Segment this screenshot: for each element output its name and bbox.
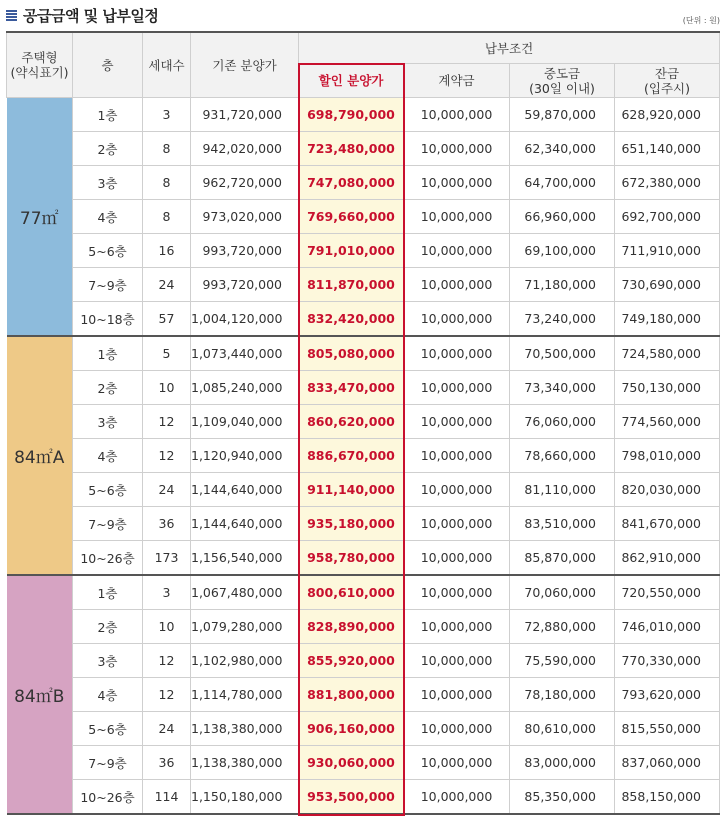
discount-price-cell: 906,160,000 bbox=[299, 712, 404, 746]
table-row bbox=[7, 644, 720, 678]
discount-price-cell: 886,670,000 bbox=[299, 439, 404, 473]
contract-cell: 10,000,000 bbox=[404, 610, 510, 644]
contract-cell: 10,000,000 bbox=[404, 405, 510, 439]
interim-cell: 78,660,000 bbox=[510, 439, 615, 473]
floor-cell: 7~9층 bbox=[73, 268, 143, 302]
original-price-cell: 993,720,000 bbox=[191, 234, 299, 268]
table-row bbox=[7, 746, 720, 780]
col-header-original-price: 기존 분양가 bbox=[191, 32, 299, 98]
table-body bbox=[7, 98, 720, 815]
floor-cell: 10~26층 bbox=[73, 541, 143, 576]
balance-cell: 628,920,000 bbox=[615, 98, 720, 132]
interim-cell: 78,180,000 bbox=[510, 678, 615, 712]
discount-price-cell: 935,180,000 bbox=[299, 507, 404, 541]
original-price-cell: 1,067,480,000 bbox=[191, 575, 299, 610]
contract-cell: 10,000,000 bbox=[404, 575, 510, 610]
floor-cell: 1층 bbox=[73, 336, 143, 371]
original-price-cell: 1,102,980,000 bbox=[191, 644, 299, 678]
floor-cell: 2층 bbox=[73, 371, 143, 405]
unit-type-cell: 77㎡ bbox=[7, 98, 73, 337]
households-cell: 24 bbox=[143, 712, 191, 746]
discount-price-cell: 881,800,000 bbox=[299, 678, 404, 712]
table-row bbox=[7, 166, 720, 200]
balance-cell: 837,060,000 bbox=[615, 746, 720, 780]
interim-cell: 76,060,000 bbox=[510, 405, 615, 439]
table-row bbox=[7, 98, 720, 132]
households-cell: 5 bbox=[143, 336, 191, 371]
balance-cell: 724,580,000 bbox=[615, 336, 720, 371]
contract-cell: 10,000,000 bbox=[404, 712, 510, 746]
unit-type-cell: 84㎡B bbox=[7, 575, 73, 814]
balance-cell: 793,620,000 bbox=[615, 678, 720, 712]
floor-cell: 3층 bbox=[73, 166, 143, 200]
households-cell: 3 bbox=[143, 98, 191, 132]
table-row bbox=[7, 336, 720, 371]
col-header-discount-price: 할인 분양가 bbox=[299, 64, 404, 98]
floor-cell: 3층 bbox=[73, 405, 143, 439]
interim-cell: 83,510,000 bbox=[510, 507, 615, 541]
contract-cell: 10,000,000 bbox=[404, 98, 510, 132]
table-row bbox=[7, 473, 720, 507]
contract-cell: 10,000,000 bbox=[404, 678, 510, 712]
original-price-cell: 1,120,940,000 bbox=[191, 439, 299, 473]
discount-price-cell: 930,060,000 bbox=[299, 746, 404, 780]
col-type-label: 주택형 (약식표기) bbox=[10, 50, 68, 80]
contract-cell: 10,000,000 bbox=[404, 780, 510, 815]
col-header-balance bbox=[615, 64, 720, 98]
discount-price-cell: 747,080,000 bbox=[299, 166, 404, 200]
contract-cell: 10,000,000 bbox=[404, 507, 510, 541]
balance-cell: 720,550,000 bbox=[615, 575, 720, 610]
households-cell: 24 bbox=[143, 473, 191, 507]
discount-price-cell: 811,870,000 bbox=[299, 268, 404, 302]
contract-cell: 10,000,000 bbox=[404, 473, 510, 507]
households-cell: 3 bbox=[143, 575, 191, 610]
contract-cell: 10,000,000 bbox=[404, 302, 510, 337]
households-cell: 12 bbox=[143, 405, 191, 439]
discount-price-cell: 828,890,000 bbox=[299, 610, 404, 644]
table-row bbox=[7, 678, 720, 712]
interim-cell: 64,700,000 bbox=[510, 166, 615, 200]
original-price-cell: 1,138,380,000 bbox=[191, 712, 299, 746]
original-price-cell: 1,138,380,000 bbox=[191, 746, 299, 780]
floor-cell: 4층 bbox=[73, 678, 143, 712]
households-cell: 36 bbox=[143, 507, 191, 541]
contract-cell: 10,000,000 bbox=[404, 234, 510, 268]
contract-cell: 10,000,000 bbox=[404, 644, 510, 678]
interim-cell: 85,350,000 bbox=[510, 780, 615, 815]
households-cell: 8 bbox=[143, 166, 191, 200]
households-cell: 12 bbox=[143, 439, 191, 473]
floor-cell: 3층 bbox=[73, 644, 143, 678]
original-price-cell: 1,114,780,000 bbox=[191, 678, 299, 712]
table-row bbox=[7, 439, 720, 473]
households-cell: 114 bbox=[143, 780, 191, 815]
col-header-interim bbox=[510, 64, 615, 98]
interim-cell: 81,110,000 bbox=[510, 473, 615, 507]
households-cell: 10 bbox=[143, 371, 191, 405]
floor-cell: 4층 bbox=[73, 439, 143, 473]
original-price-cell: 931,720,000 bbox=[191, 98, 299, 132]
original-price-cell: 1,156,540,000 bbox=[191, 541, 299, 576]
col-header-households: 세대수 bbox=[143, 32, 191, 98]
table-row bbox=[7, 507, 720, 541]
discount-price-cell: 769,660,000 bbox=[299, 200, 404, 234]
col-header-contract: 계약금 bbox=[404, 64, 510, 98]
floor-cell: 10~26층 bbox=[73, 780, 143, 815]
floor-cell: 10~18층 bbox=[73, 302, 143, 337]
col-interim-label: 중도금 (30일 이내) bbox=[529, 66, 595, 96]
balance-cell: 651,140,000 bbox=[615, 132, 720, 166]
balance-cell: 798,010,000 bbox=[615, 439, 720, 473]
table-row bbox=[7, 302, 720, 337]
interim-cell: 85,870,000 bbox=[510, 541, 615, 576]
balance-cell: 749,180,000 bbox=[615, 302, 720, 337]
col-header-payment-group: 납부조건 bbox=[299, 32, 720, 64]
col-balance-label: 잔금 (입주시) bbox=[644, 66, 690, 96]
title-bar bbox=[6, 4, 158, 26]
floor-cell: 7~9층 bbox=[73, 746, 143, 780]
balance-cell: 820,030,000 bbox=[615, 473, 720, 507]
contract-cell: 10,000,000 bbox=[404, 746, 510, 780]
table-row bbox=[7, 712, 720, 746]
discount-price-cell: 723,480,000 bbox=[299, 132, 404, 166]
original-price-cell: 1,079,280,000 bbox=[191, 610, 299, 644]
discount-price-cell: 833,470,000 bbox=[299, 371, 404, 405]
table-row bbox=[7, 371, 720, 405]
households-cell: 12 bbox=[143, 678, 191, 712]
interim-cell: 62,340,000 bbox=[510, 132, 615, 166]
balance-cell: 862,910,000 bbox=[615, 541, 720, 576]
original-price-cell: 993,720,000 bbox=[191, 268, 299, 302]
floor-cell: 1층 bbox=[73, 98, 143, 132]
original-price-cell: 962,720,000 bbox=[191, 166, 299, 200]
interim-cell: 69,100,000 bbox=[510, 234, 615, 268]
original-price-cell: 973,020,000 bbox=[191, 200, 299, 234]
balance-cell: 858,150,000 bbox=[615, 780, 720, 815]
floor-cell: 5~6층 bbox=[73, 712, 143, 746]
balance-cell: 770,330,000 bbox=[615, 644, 720, 678]
unit-note: (단위 : 원) bbox=[683, 15, 720, 26]
contract-cell: 10,000,000 bbox=[404, 268, 510, 302]
floor-cell: 1층 bbox=[73, 575, 143, 610]
interim-cell: 80,610,000 bbox=[510, 712, 615, 746]
interim-cell: 73,340,000 bbox=[510, 371, 615, 405]
interim-cell: 70,060,000 bbox=[510, 575, 615, 610]
col-header-type bbox=[7, 32, 73, 98]
households-cell: 173 bbox=[143, 541, 191, 576]
discount-price-cell: 911,140,000 bbox=[299, 473, 404, 507]
balance-cell: 815,550,000 bbox=[615, 712, 720, 746]
balance-cell: 746,010,000 bbox=[615, 610, 720, 644]
table-row bbox=[7, 405, 720, 439]
table-row bbox=[7, 200, 720, 234]
floor-cell: 7~9층 bbox=[73, 507, 143, 541]
original-price-cell: 1,144,640,000 bbox=[191, 507, 299, 541]
balance-cell: 774,560,000 bbox=[615, 405, 720, 439]
discount-price-cell: 958,780,000 bbox=[299, 541, 404, 576]
balance-cell: 692,700,000 bbox=[615, 200, 720, 234]
original-price-cell: 1,004,120,000 bbox=[191, 302, 299, 337]
contract-cell: 10,000,000 bbox=[404, 336, 510, 371]
households-cell: 36 bbox=[143, 746, 191, 780]
original-price-cell: 942,020,000 bbox=[191, 132, 299, 166]
balance-cell: 672,380,000 bbox=[615, 166, 720, 200]
contract-cell: 10,000,000 bbox=[404, 541, 510, 576]
contract-cell: 10,000,000 bbox=[404, 439, 510, 473]
households-cell: 16 bbox=[143, 234, 191, 268]
contract-cell: 10,000,000 bbox=[404, 371, 510, 405]
original-price-cell: 1,073,440,000 bbox=[191, 336, 299, 371]
discount-price-cell: 855,920,000 bbox=[299, 644, 404, 678]
original-price-cell: 1,085,240,000 bbox=[191, 371, 299, 405]
col-header-floor: 층 bbox=[73, 32, 143, 98]
discount-price-cell: 832,420,000 bbox=[299, 302, 404, 337]
interim-cell: 71,180,000 bbox=[510, 268, 615, 302]
interim-cell: 73,240,000 bbox=[510, 302, 615, 337]
table-row bbox=[7, 234, 720, 268]
balance-cell: 711,910,000 bbox=[615, 234, 720, 268]
discount-price-cell: 953,500,000 bbox=[299, 780, 404, 815]
original-price-cell: 1,150,180,000 bbox=[191, 780, 299, 815]
balance-cell: 841,670,000 bbox=[615, 507, 720, 541]
contract-cell: 10,000,000 bbox=[404, 132, 510, 166]
table-row bbox=[7, 268, 720, 302]
list-icon bbox=[6, 10, 17, 21]
floor-cell: 2층 bbox=[73, 610, 143, 644]
interim-cell: 66,960,000 bbox=[510, 200, 615, 234]
households-cell: 8 bbox=[143, 200, 191, 234]
table-row bbox=[7, 780, 720, 815]
contract-cell: 10,000,000 bbox=[404, 200, 510, 234]
discount-price-cell: 805,080,000 bbox=[299, 336, 404, 371]
discount-price-cell: 791,010,000 bbox=[299, 234, 404, 268]
households-cell: 12 bbox=[143, 644, 191, 678]
original-price-cell: 1,144,640,000 bbox=[191, 473, 299, 507]
interim-cell: 72,880,000 bbox=[510, 610, 615, 644]
page-title: 공급금액 및 납부일정 bbox=[23, 5, 158, 26]
interim-cell: 70,500,000 bbox=[510, 336, 615, 371]
table-row bbox=[7, 541, 720, 576]
households-cell: 57 bbox=[143, 302, 191, 337]
table-row bbox=[7, 610, 720, 644]
discount-price-cell: 800,610,000 bbox=[299, 575, 404, 610]
households-cell: 24 bbox=[143, 268, 191, 302]
discount-price-cell: 698,790,000 bbox=[299, 98, 404, 132]
interim-cell: 75,590,000 bbox=[510, 644, 615, 678]
table-row bbox=[7, 132, 720, 166]
interim-cell: 59,870,000 bbox=[510, 98, 615, 132]
balance-cell: 730,690,000 bbox=[615, 268, 720, 302]
households-cell: 8 bbox=[143, 132, 191, 166]
unit-type-cell: 84㎡A bbox=[7, 336, 73, 575]
floor-cell: 5~6층 bbox=[73, 234, 143, 268]
floor-cell: 4층 bbox=[73, 200, 143, 234]
table-row bbox=[7, 575, 720, 610]
floor-cell: 2층 bbox=[73, 132, 143, 166]
price-table bbox=[6, 31, 720, 815]
interim-cell: 83,000,000 bbox=[510, 746, 615, 780]
floor-cell: 5~6층 bbox=[73, 473, 143, 507]
contract-cell: 10,000,000 bbox=[404, 166, 510, 200]
balance-cell: 750,130,000 bbox=[615, 371, 720, 405]
discount-price-cell: 860,620,000 bbox=[299, 405, 404, 439]
households-cell: 10 bbox=[143, 610, 191, 644]
original-price-cell: 1,109,040,000 bbox=[191, 405, 299, 439]
